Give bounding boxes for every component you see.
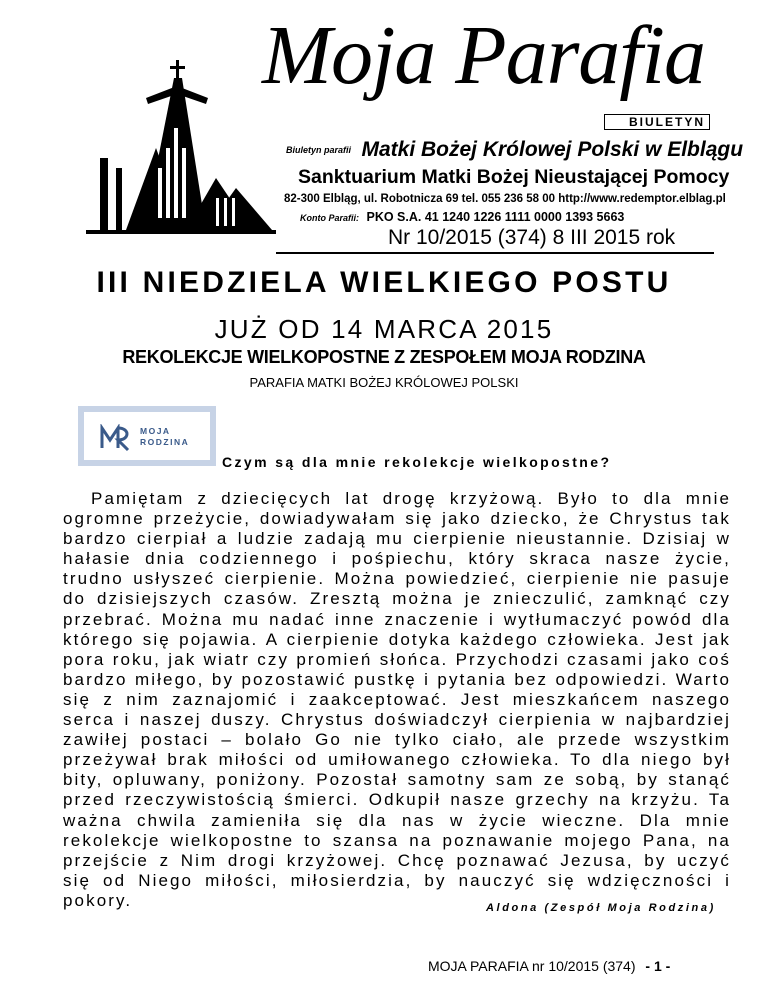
parish-name: Matki Bożej Królowej Polski w Elblągu	[361, 138, 744, 161]
logo-line-2: RODZINA	[140, 437, 190, 447]
page-number: - 1 -	[645, 958, 671, 974]
moja-rodzina-logo	[78, 406, 216, 466]
logo-text	[140, 426, 189, 448]
article-date: JUŻ OD 14 MARCA 2015	[214, 314, 554, 344]
church-illustration	[86, 58, 276, 238]
logo-line-1: MOJA	[140, 426, 171, 436]
account-line	[300, 210, 624, 224]
footer-text: MOJA PARAFIA nr 10/2015 (374)	[428, 958, 636, 974]
masthead-divider	[276, 252, 714, 254]
sanctuary-name: Sanktuarium Matki Bożej Nieustającej Pomocy	[298, 166, 730, 188]
article-signature: Aldona (Zespół Moja Rodzina)	[486, 902, 716, 914]
article-headline: III NIEDZIELA WIELKIEGO POSTU	[96, 266, 672, 299]
issue-number: Nr 10/2015 (374) 8 III 2015 rok	[388, 226, 676, 249]
article-question: Czym są dla mnie rekolekcje wielkopostne?	[222, 454, 612, 470]
biuletyn-badge: BIULETYN	[604, 114, 710, 130]
page-footer	[428, 958, 670, 974]
moja-rodzina-logo-icon	[100, 424, 132, 452]
parish-prefix: Biuletyn parafii	[286, 145, 352, 155]
article-subheadline: REKOLEKCJE WIELKOPOSTNE Z ZESPOŁEM MOJA RODZINA	[122, 347, 646, 367]
article-parish: PARAFIA MATKI BOŻEJ KRÓLOWEJ POLSKI	[249, 375, 519, 390]
masthead-title: Moja Parafia	[262, 9, 705, 102]
article-body: Pamiętam z dziecięcych lat drogę krzyżową. Było to dla mnie ogromne przeżycie, dowiadywałam się jako dziecko, że Chrystus tak bardzo cierpiał a ludzie zadają mu cierpienie nieustannie. Dzisiaj w hałasie dnia codziennego i pośpiechu, który skraca nasze życie, trudno usłyszeć cierpienie. Można powiedzieć, cierpienie nie pasuje do dzisiejszych czasów. Zresztą można je znieczulić, zamknąć czy przebrać. Można mu nadać inne znaczenie i wytłumaczyć powód dla którego się pojawia. A cierpienie dotyka każdego człowieka. Jest jak pora roku, jak wiatr czy promień słońca. Przychodzi czasami jako coś bardzo miłego, by pozostawić pustkę i pytania bez odpowiedzi. Warto się z nim zaznajomić i zaakceptować. Jest mieszkańcem naszego serca i naszej duszy. Chrystus doświadczył cierpienia w najbardziej zawiłej postaci – bolało Go nie tylko ciało, ale przede wszystkim przeżywał brak miłości od umiłowanego człowieka. To dla niego był bity, opluwany, poniżony. Pozostał samotny sam ze sobą, by stanąć przed rzeczywistością śmierci. Odkupił nasze grzechy na krzyżu. Ta ważna chwila zamieniła się dla nas w życie wieczne. Dla mnie rekolekcje wielkopostne to szansa na poznawanie mojego Pana, na przejście z Nim drogi krzyżowej. Chcę poznawać Jezusa, by uczyć się od Niego miłości, miłosierdzia, by nauczyć się wdzięczności i pokory.	[63, 489, 731, 910]
account-label: Konto Parafii:	[300, 213, 360, 223]
parish-address: 82-300 Elbląg, ul. Robotnicza 69 tel. 055 236 58 00 http://www.redemptor.elblag.pl	[284, 193, 726, 205]
account-number: PKO S.A. 41 1240 1226 1111 0000 1393 5663	[366, 210, 625, 224]
parish-line	[286, 138, 743, 162]
